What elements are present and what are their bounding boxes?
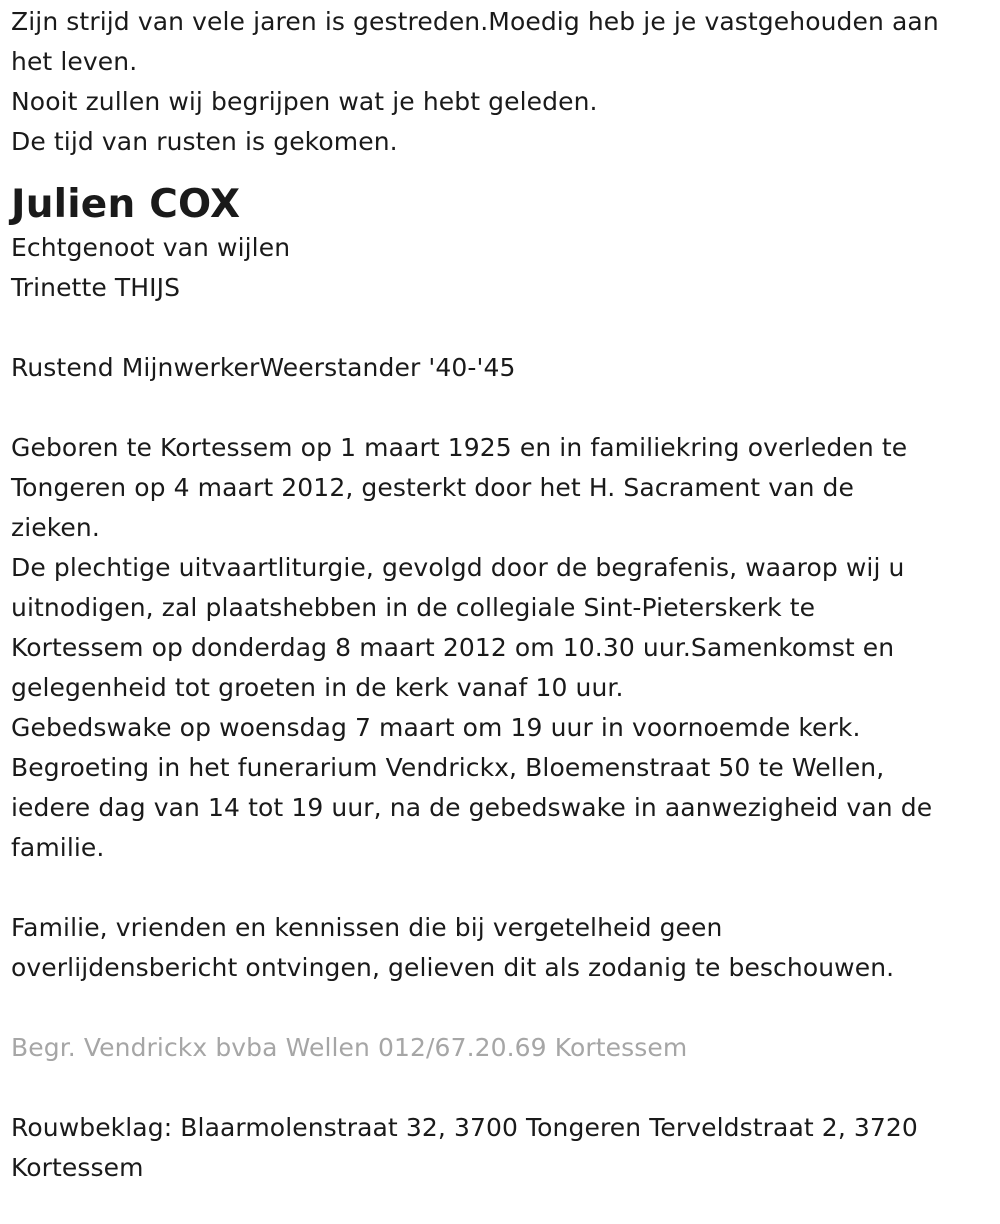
- details-line: zieken.: [11, 513, 100, 542]
- spacer: [11, 1068, 990, 1108]
- poem-line: De tijd van rusten is gekomen.: [11, 127, 398, 156]
- details-line: De plechtige uitvaartliturgie, gevolgd door de begrafenis, waarop wij u: [11, 553, 905, 582]
- details-line: iedere dag van 14 tot 19 uur, na de gebedswake in aanwezigheid van de: [11, 793, 933, 822]
- details-line: Gebedswake op woensdag 7 maart om 19 uur in voornoemde kerk.: [11, 713, 861, 742]
- undertaker-info: Begr. Vendrickx bvba Wellen 012/67.20.69 Kortessem: [11, 1033, 688, 1062]
- notice-line: Familie, vrienden en kennissen die bij vergetelheid geen: [11, 913, 723, 942]
- details-line: Begroeting in het funerarium Vendrickx, Bloemenstraat 50 te Wellen,: [11, 753, 885, 782]
- poem-block: [11, 2, 990, 162]
- details-line: uitnodigen, zal plaatshebben in de collegiale Sint-Pieterskerk te: [11, 593, 816, 622]
- poem-line: het leven.: [11, 47, 138, 76]
- deceased-name: Julien COX: [11, 182, 241, 227]
- relation-line: Echtgenoot van wijlen: [11, 233, 291, 262]
- spacer: [11, 162, 990, 182]
- details-line: Tongeren op 4 maart 2012, gesterkt door het H. Sacrament van de: [11, 473, 855, 502]
- details-line: familie.: [11, 833, 105, 862]
- spacer: [11, 988, 990, 1028]
- condolences-line: Kortessem: [11, 1153, 144, 1182]
- poem-line: Nooit zullen wij begrijpen wat je hebt geleden.: [11, 87, 598, 116]
- occupation: Rustend MijnwerkerWeerstander '40-'45: [11, 353, 516, 382]
- condolences-line: Rouwbeklag: Blaarmolenstraat 32, 3700 Tongeren Terveldstraat 2, 3720: [11, 1113, 918, 1142]
- condolences-block: [11, 1108, 990, 1188]
- details-block: [11, 428, 990, 868]
- details-line: Kortessem op donderdag 8 maart 2012 om 10.30 uur.Samenkomst en: [11, 633, 895, 662]
- details-line: Geboren te Kortessem op 1 maart 1925 en in familiekring overleden te: [11, 433, 908, 462]
- poem-line: Zijn strijd van vele jaren is gestreden.Moedig heb je je vastgehouden aan: [11, 7, 939, 36]
- details-line: gelegenheid tot groeten in de kerk vanaf 10 uur.: [11, 673, 624, 702]
- relation-line: Trinette THIJS: [11, 273, 181, 302]
- spacer: [11, 868, 990, 908]
- spacer: [11, 308, 990, 348]
- notice-line: overlijdensbericht ontvingen, gelieven dit als zodanig te beschouwen.: [11, 953, 895, 982]
- spacer: [11, 388, 990, 428]
- relation-block: [11, 228, 990, 308]
- notice-block: [11, 908, 990, 988]
